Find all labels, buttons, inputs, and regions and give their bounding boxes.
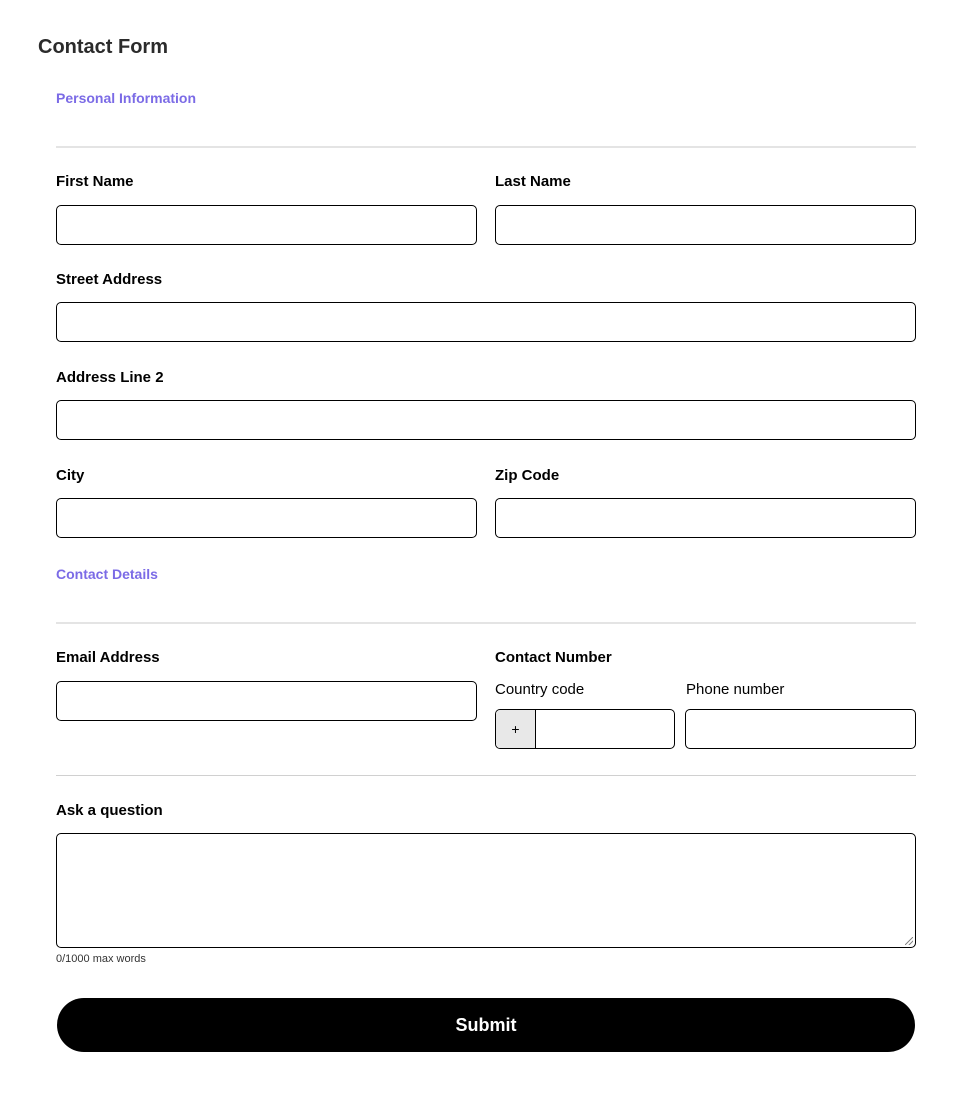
- country-code-input[interactable]: [536, 710, 674, 748]
- last-name-label: Last Name: [495, 173, 571, 190]
- ask-question-label: Ask a question: [56, 802, 163, 819]
- word-counter: 0/1000 max words: [56, 953, 146, 965]
- country-code-label: Country code: [495, 681, 585, 698]
- divider: [56, 146, 916, 148]
- address-line-2-label: Address Line 2: [56, 369, 164, 386]
- divider: [56, 622, 916, 624]
- plus-prefix: +: [496, 710, 536, 748]
- country-code-group: [495, 709, 675, 749]
- address-line-2-input[interactable]: [56, 400, 916, 440]
- city-input[interactable]: [56, 498, 477, 538]
- city-label: City: [56, 467, 85, 484]
- resize-handle-icon[interactable]: [905, 937, 913, 945]
- divider: [56, 775, 916, 776]
- last-name-input[interactable]: [495, 205, 916, 245]
- email-label: Email Address: [56, 649, 160, 666]
- phone-number-label: Phone number: [686, 681, 785, 698]
- street-address-label: Street Address: [56, 271, 163, 288]
- zip-code-input[interactable]: [495, 498, 916, 538]
- first-name-input[interactable]: [56, 205, 477, 245]
- contact-number-label: Contact Number: [495, 649, 612, 666]
- zip-code-label: Zip Code: [495, 467, 560, 484]
- submit-button[interactable]: Submit: [57, 998, 915, 1052]
- email-input[interactable]: [56, 681, 477, 721]
- page-title: Contact Form: [38, 36, 168, 58]
- phone-number-input[interactable]: [685, 709, 916, 749]
- street-address-input[interactable]: [56, 302, 916, 342]
- section-contact-details: Contact Details: [56, 566, 158, 582]
- question-textarea[interactable]: [56, 833, 916, 948]
- section-personal-information: Personal Information: [56, 90, 197, 106]
- first-name-label: First Name: [56, 173, 134, 190]
